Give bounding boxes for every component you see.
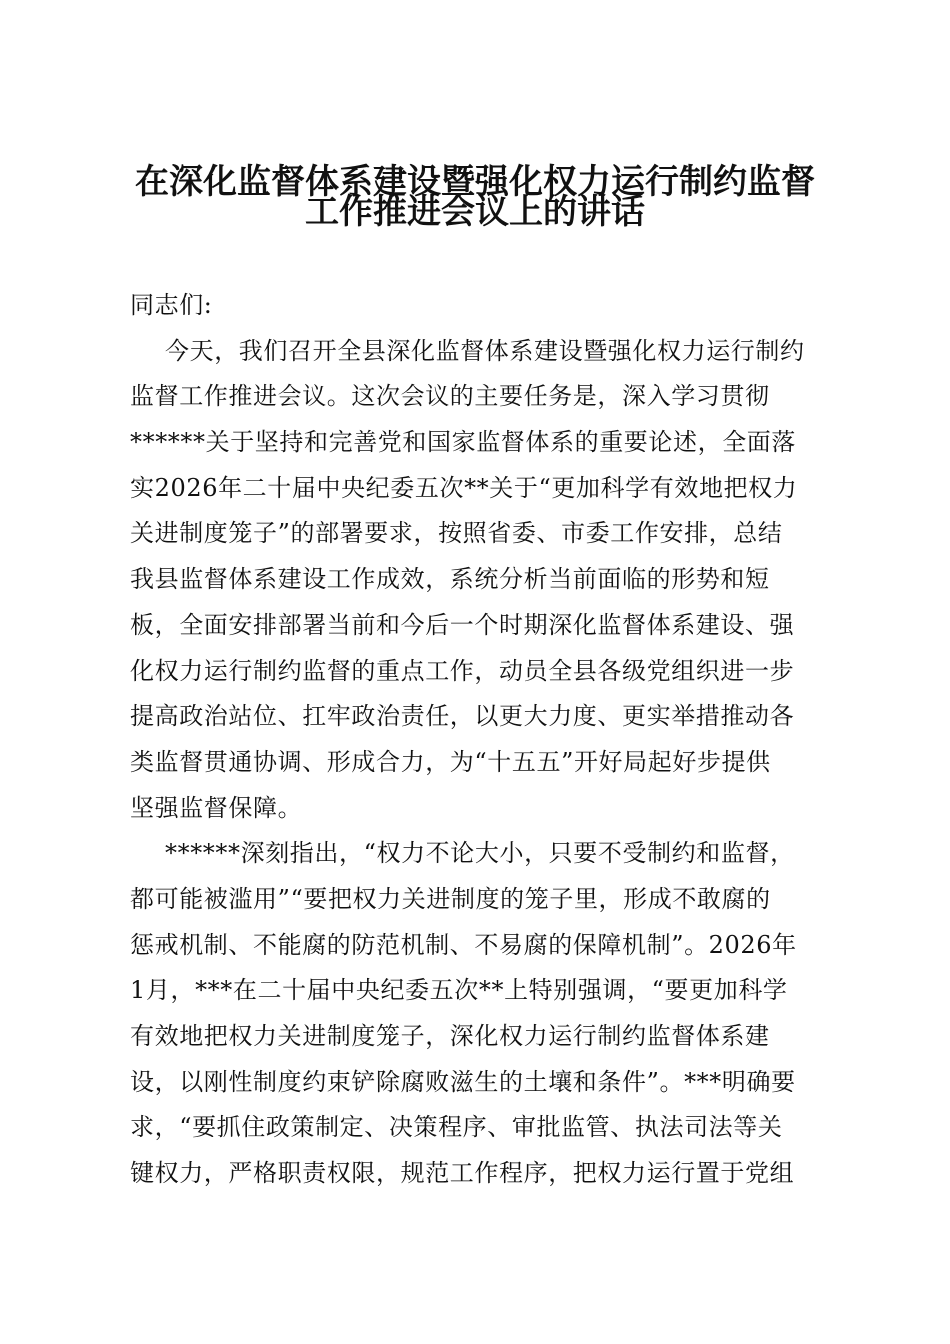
paragraph-line: 1月，***在二十届中央纪委五次**上特别强调，“要更加科学: [130, 976, 788, 1005]
paragraph-line: 监督工作推进会议。这次会议的主要任务是，深入学习贯彻: [130, 382, 770, 411]
paragraph-line: ******深刻指出，“权力不论大小，只要不受制约和监督，: [165, 839, 795, 868]
paragraph-line: 我县监督体系建设工作成效，系统分析当前面临的形势和短: [130, 565, 770, 594]
paragraph-2: [130, 831, 830, 1197]
paragraph-line: 键权力，严格职责权限，规范工作程序，把权力运行置于党组: [130, 1159, 795, 1188]
paragraph-line: 设，以刚性制度约束铲除腐败滋生的土壤和条件”。***明确要: [130, 1067, 796, 1096]
document-body: [130, 283, 830, 1197]
paragraph-line: 类监督贯通协调、形成合力，为“十五五”开好局起好步提供: [130, 747, 771, 776]
paragraph-line: 今天，我们召开全县深化监督体系建设暨强化权力运行制约: [165, 336, 805, 365]
paragraph-line: 实2026年二十届中央纪委五次**关于“更加科学有效地把权力: [130, 473, 798, 502]
document-title-line-1: 在深化监督体系建设暨强化权力运行制约监督: [135, 162, 815, 202]
paragraph-line: 求，“要抓住政策制定、决策程序、审批监管、执法司法等关: [130, 1113, 783, 1142]
paragraph-line: 提高政治站位、扛牢政治责任，以更大力度、更实举措推动各: [130, 702, 795, 731]
paragraph-line: 化权力运行制约监督的重点工作，动员全县各级党组织进一步: [130, 656, 795, 685]
paragraph-line: 有效地把权力关进制度笼子，深化权力运行制约监督体系建: [130, 1022, 770, 1050]
paragraph-line: ******关于坚持和完善党和国家监督体系的重要论述，全面落: [130, 428, 796, 457]
paragraph-line: 坚强监督保障。: [130, 793, 303, 822]
paragraph-line: 都可能被滥用”“要把权力关进制度的笼子里，形成不敢腐的: [130, 884, 771, 913]
paragraph-1: [130, 329, 830, 832]
paragraph-line: 惩戒机制、不能腐的防范机制、不易腐的保障机制”。2026年: [130, 930, 797, 959]
document-title-line-2: 工作推进会议上的讲话: [305, 192, 645, 232]
paragraph-line: 关进制度笼子”的部署要求，按照省委、市委工作安排，总结: [130, 519, 783, 548]
paragraph-line: 板，全面安排部署当前和今后一个时期深化监督体系建设、强: [130, 610, 795, 639]
salutation: 同志们:: [130, 291, 213, 319]
